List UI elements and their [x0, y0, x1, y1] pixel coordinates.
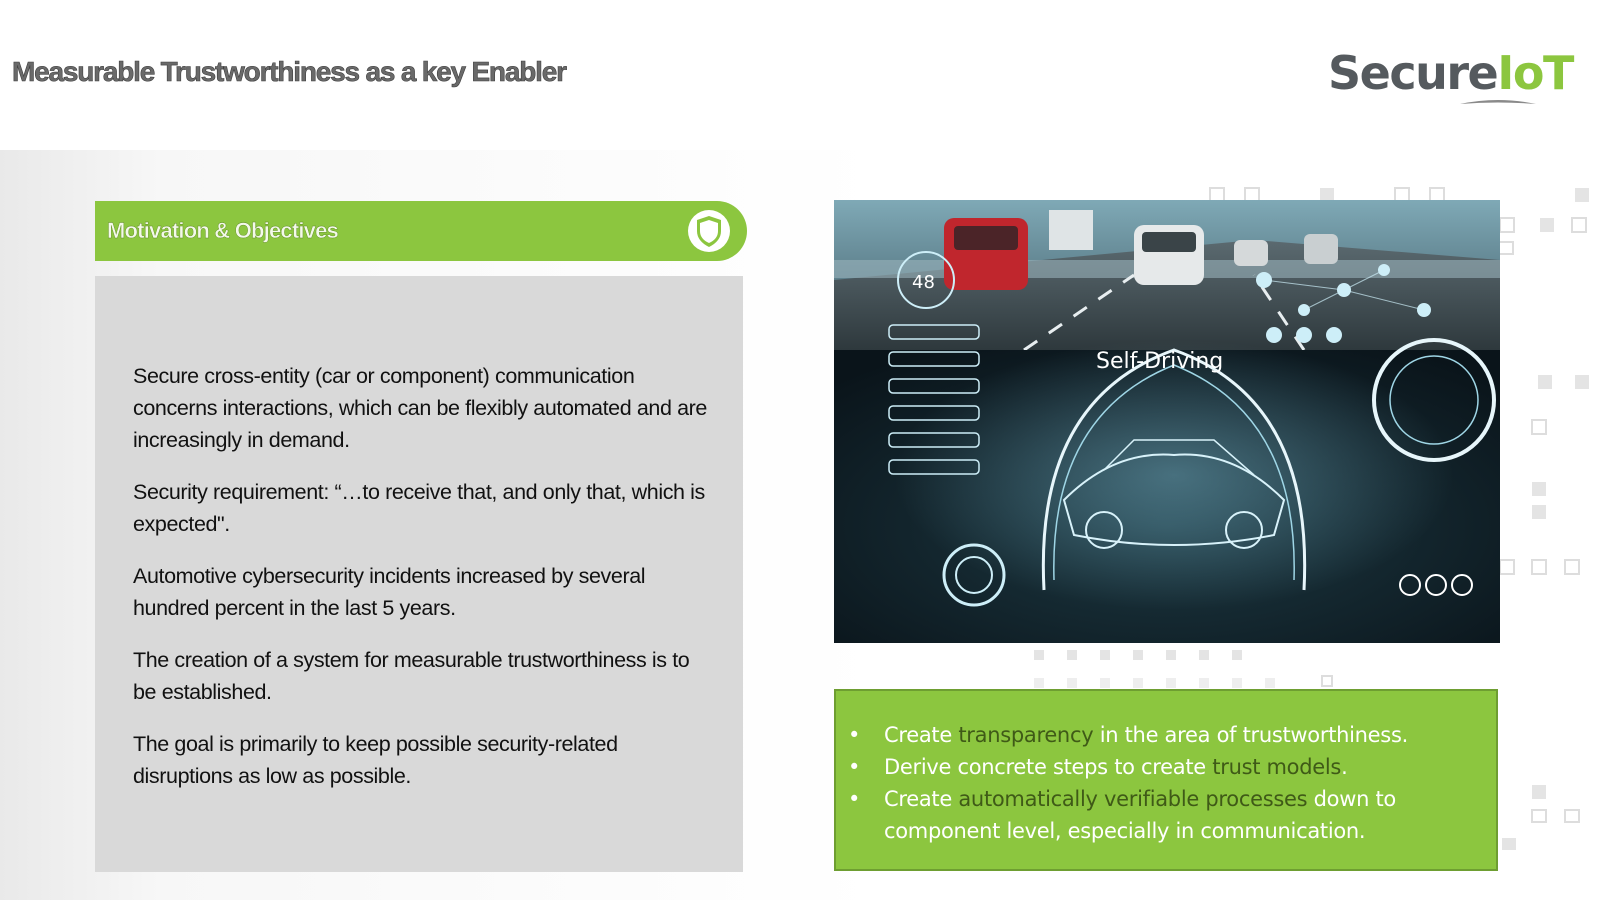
self-driving-car-image: [834, 200, 1500, 643]
objective-text: in the area of trustworthiness.: [1093, 723, 1408, 747]
objective-item: [848, 751, 1488, 783]
objectives-panel: [834, 689, 1498, 871]
objective-highlight: automatically verifiable processes: [958, 787, 1308, 811]
objective-text: Create: [884, 723, 959, 747]
objective-item: [848, 783, 1488, 847]
self-driving-illustration: [834, 200, 1500, 643]
logo-swoosh-icon: [1458, 98, 1538, 110]
objective-highlight: transparency: [958, 723, 1094, 747]
objective-item: [848, 719, 1488, 751]
bullet-marker: •: [848, 723, 861, 747]
logo-secure-text: Secure: [1328, 46, 1498, 100]
self-driving-overlay-label: Self-Driving: [1096, 349, 1224, 374]
motivation-paragraph: The goal is primarily to keep possible security-related disruptions as low as possible.: [133, 732, 618, 788]
logo-iot-text: IoT: [1497, 46, 1573, 100]
bullet-marker: •: [848, 787, 861, 811]
motivation-text-panel: [95, 276, 743, 872]
bullet-marker: •: [848, 755, 861, 779]
objective-text: down to component level, especially in communication.: [884, 787, 1396, 843]
objective-highlight: trust models: [1212, 755, 1342, 779]
motivation-paragraph: The creation of a system for measurable trustworthiness is to be established.: [133, 648, 690, 704]
motivation-paragraph: Secure cross-entity (car or component) communication concerns interactions, which can be flexibly automated and are increasingly in demand.: [133, 364, 707, 452]
slide-title: Measurable Trustworthiness as a key Enabler: [12, 56, 566, 87]
shield-icon: [687, 209, 731, 253]
secureiot-logo: [1328, 46, 1573, 116]
motivation-paragraph: Automotive cybersecurity incidents increased by several hundred percent in the last 5 years.: [133, 564, 646, 620]
motivation-objectives-header: [95, 201, 747, 261]
objective-text: Derive concrete steps to create: [884, 755, 1213, 779]
logo-wordmark: [1328, 46, 1573, 100]
motivation-paragraph: Security requirement: “…to receive that, and only that, which is expected".: [133, 480, 705, 536]
motivation-objectives-title: Motivation & Objectives: [107, 218, 338, 243]
slide-header: [0, 0, 1600, 150]
objective-text: Create: [884, 787, 959, 811]
objective-text: .: [1341, 755, 1348, 779]
objectives-list: [848, 719, 1488, 847]
speed-readout: 48: [912, 272, 935, 293]
